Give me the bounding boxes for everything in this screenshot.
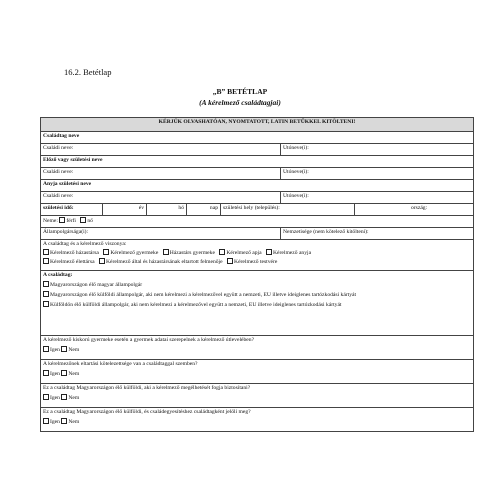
form-title: „B” BETÉTLAP bbox=[212, 87, 268, 96]
family-member-form bbox=[40, 117, 474, 432]
q4-no-label: Nem bbox=[68, 419, 80, 425]
female-label: nő bbox=[87, 218, 93, 224]
birth-day-field[interactable]: nap bbox=[187, 204, 221, 216]
q4-yes-checkbox[interactable] bbox=[43, 418, 49, 424]
question-row bbox=[41, 384, 474, 408]
status-foreign-abroad-checkbox[interactable] bbox=[43, 301, 49, 307]
sex-label: Neme: bbox=[43, 218, 58, 224]
rel-child-checkbox[interactable] bbox=[103, 249, 109, 255]
family-member-status-section bbox=[41, 271, 474, 336]
question-row bbox=[41, 336, 474, 360]
rel-spouse-checkbox[interactable] bbox=[43, 249, 49, 255]
birth-country-field[interactable]: ország: bbox=[355, 204, 474, 216]
sex-row bbox=[41, 216, 474, 228]
q1-no-label: Nem bbox=[68, 347, 80, 353]
mother-name-heading: Anyja születési neve bbox=[41, 180, 474, 192]
status-foreign-in-hungary-checkbox[interactable] bbox=[43, 291, 49, 297]
mother-given-name-field[interactable]: Utóneve(i): bbox=[281, 192, 474, 204]
birth-place-field[interactable]: születési hely (település): bbox=[221, 204, 355, 216]
q1-no-checkbox[interactable] bbox=[61, 346, 67, 352]
family-surname-field[interactable]: Családi neve: bbox=[41, 144, 281, 156]
mother-surname-field[interactable]: Családi neve: bbox=[41, 192, 281, 204]
rel-father-label: Kérelmező apja bbox=[226, 250, 262, 256]
question-text: A kérelmezőnek eltartási kötelezettsége van a családtaggal szemben? bbox=[43, 361, 198, 367]
question-text: Ez a családtag Magyarországon élő külföldi, aki a kérelmező megélhetését fogja biztosítani? bbox=[43, 385, 251, 391]
rel-dependent-ancestor-checkbox[interactable] bbox=[99, 258, 105, 264]
question-text: Ez a családtag Magyarországon élő külföldi, és családegyesítéshez családtagként jelöli meg? bbox=[43, 409, 251, 415]
citizenship-field[interactable]: Állampolgársága(i): bbox=[41, 228, 281, 240]
q3-no-checkbox[interactable] bbox=[61, 394, 67, 400]
q3-no-label: Nem bbox=[68, 395, 80, 401]
rel-sibling-label: Kérelmező testvére bbox=[234, 259, 278, 265]
female-checkbox[interactable] bbox=[80, 217, 86, 223]
birth-month-field[interactable]: hó bbox=[147, 204, 187, 216]
status-foreign-abroad-label: Külföldön élő külföldi állampolgár, aki nem kérelmezi a kérelmezővel együtt a nemzeti, EU illetve ideiglenes tartózkodási kártyát bbox=[50, 302, 342, 308]
rel-spouse-child-checkbox[interactable] bbox=[163, 249, 169, 255]
birth-date-label: születési idő: bbox=[41, 204, 103, 216]
rel-mother-checkbox[interactable] bbox=[266, 249, 272, 255]
q3-yes-checkbox[interactable] bbox=[43, 394, 49, 400]
previous-given-name-field[interactable]: Utóneve(i): bbox=[281, 168, 474, 180]
family-name-heading: Családtag neve bbox=[41, 132, 474, 144]
family-given-name-field[interactable]: Utóneve(i): bbox=[281, 144, 474, 156]
male-checkbox[interactable] bbox=[59, 217, 65, 223]
rel-father-checkbox[interactable] bbox=[219, 249, 225, 255]
q2-yes-checkbox[interactable] bbox=[43, 370, 49, 376]
male-label: férfi bbox=[66, 218, 76, 224]
q1-yes-label: Igen bbox=[50, 347, 60, 353]
rel-partner-checkbox[interactable] bbox=[43, 258, 49, 264]
relationship-label: A családtag és a kérelmező viszonya: bbox=[43, 241, 127, 247]
q4-no-checkbox[interactable] bbox=[61, 418, 67, 424]
q4-yes-label: Igen bbox=[50, 419, 60, 425]
q1-yes-checkbox[interactable] bbox=[43, 346, 49, 352]
family-member-heading: A családtag: bbox=[43, 272, 73, 278]
instructions-banner: KÉRJÜK OLVASHATÓAN, NYOMTATOTT, LATIN BETŰKKEL KITÖLTENI! bbox=[41, 118, 474, 132]
rel-dependent-ancestor-label: Kérelmező által és házastársának eltartott felmenője bbox=[105, 259, 223, 265]
rel-partner-label: Kérelmező élettársa bbox=[50, 259, 95, 265]
relationship-section bbox=[41, 240, 474, 271]
rel-child-label: Kérelmező gyermeke bbox=[110, 250, 159, 256]
question-text: A kérelmező kiskorú gyermeke esetén a gyermek adatai szerepelnek a kérelmező útlevelében? bbox=[43, 337, 255, 343]
section-number: 16.2. Betétlap bbox=[64, 67, 112, 77]
q3-yes-label: Igen bbox=[50, 395, 60, 401]
status-foreign-in-hungary-label: Magyarországon élő külföldi állampolgár, aki nem kérelmezi a kérelmezővel együtt a nemzeti, EU illetve ideiglenes tartózkodási kártyát bbox=[50, 292, 357, 298]
birth-year-field[interactable]: év bbox=[103, 204, 147, 216]
form-subtitle: (A kérelmező családtagjai) bbox=[199, 98, 281, 107]
rel-spouse-child-label: Házastárs gyermeke bbox=[169, 250, 215, 256]
question-row bbox=[41, 360, 474, 384]
status-hungarian-citizen-label: Magyarországon élő magyar állampolgár bbox=[50, 282, 143, 288]
q2-no-label: Nem bbox=[68, 371, 80, 377]
previous-name-heading: Előző vagy születési neve bbox=[41, 156, 474, 168]
rel-mother-label: Kérelmező anyja bbox=[273, 250, 312, 256]
nationality-field[interactable]: Nemzetisége (nem kötelező kitölteni): bbox=[281, 228, 474, 240]
status-hungarian-citizen-checkbox[interactable] bbox=[43, 281, 49, 287]
q2-yes-label: Igen bbox=[50, 371, 60, 377]
previous-surname-field[interactable]: Családi neve: bbox=[41, 168, 281, 180]
rel-spouse-label: Kérelmező házastársa bbox=[50, 250, 99, 256]
rel-sibling-checkbox[interactable] bbox=[227, 258, 233, 264]
question-row bbox=[41, 408, 474, 432]
q2-no-checkbox[interactable] bbox=[61, 370, 67, 376]
